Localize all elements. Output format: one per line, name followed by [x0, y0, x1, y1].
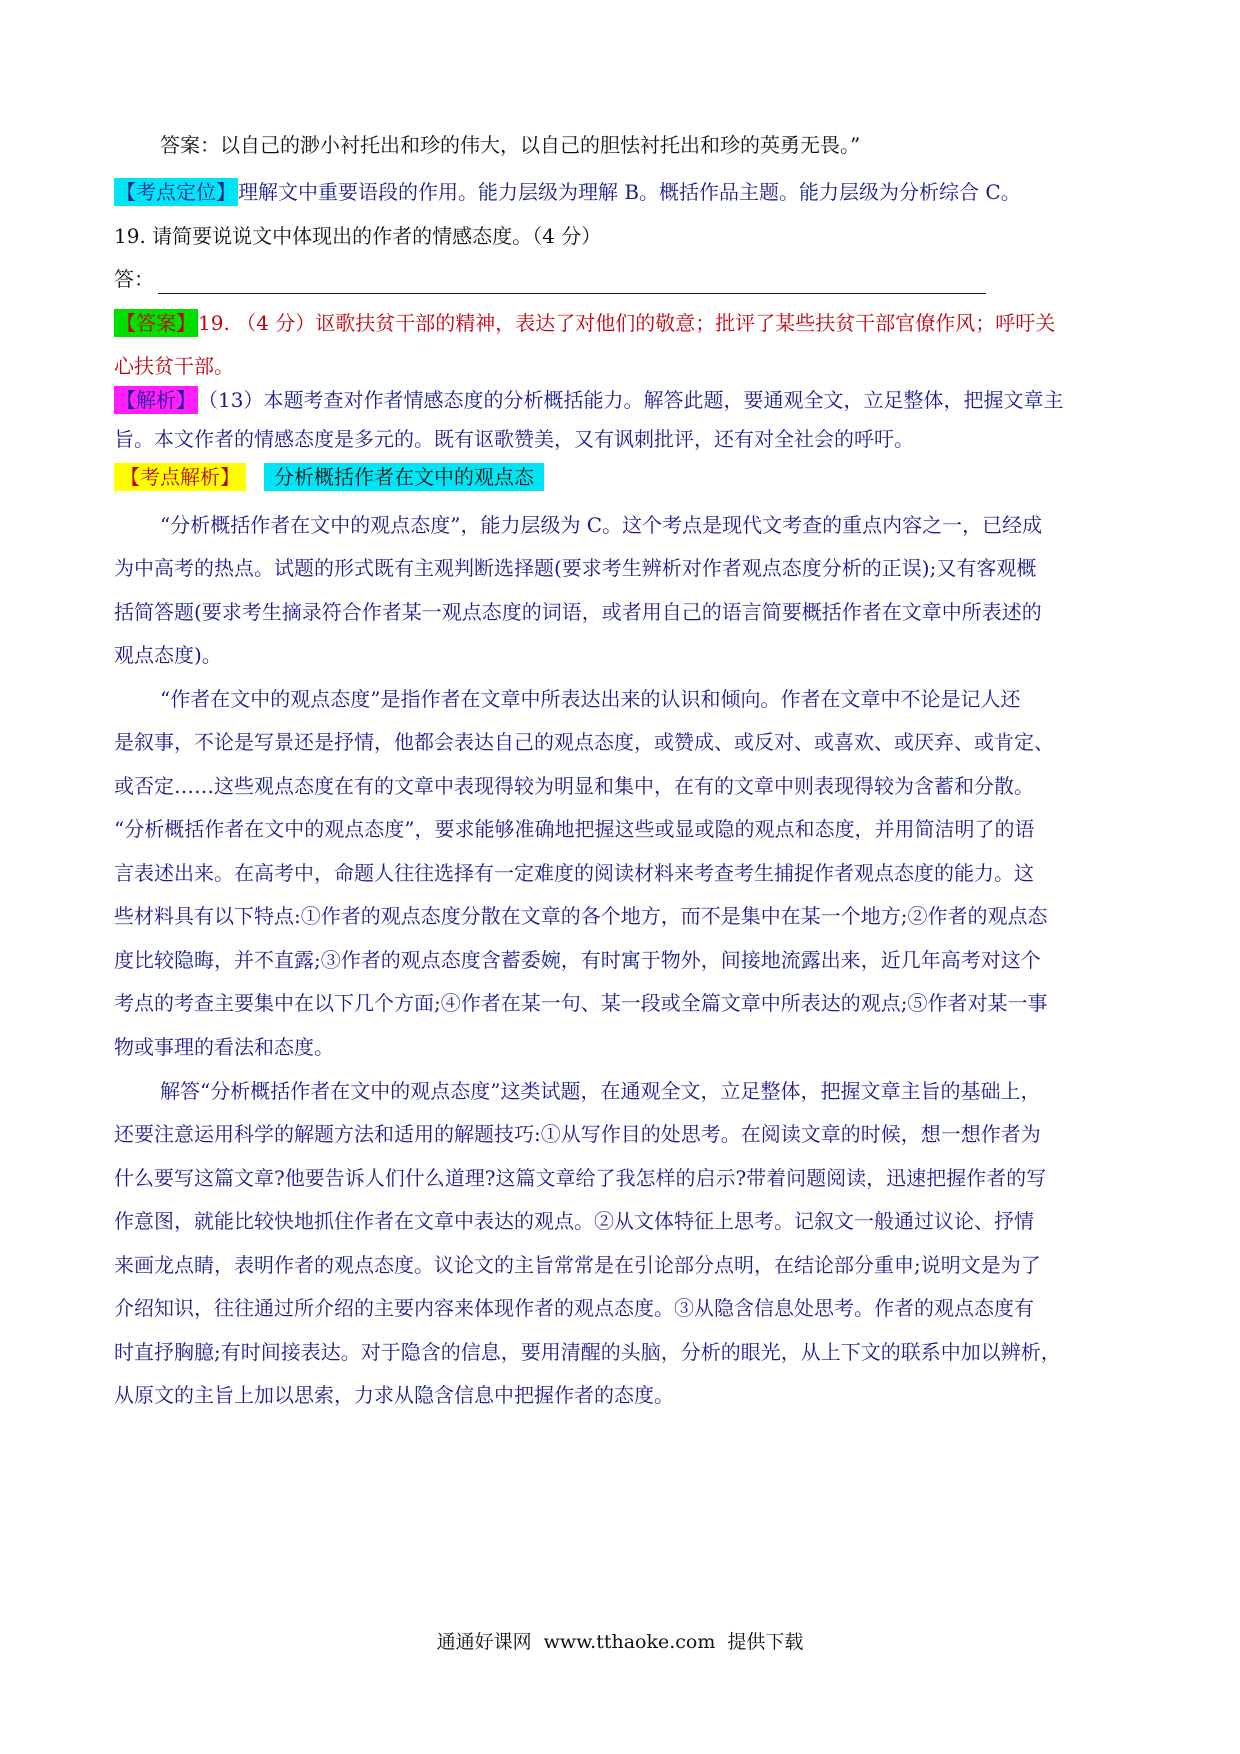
answer-blank-line	[114, 264, 1134, 294]
para3-line: 还要注意运用科学的解题方法和适用的解题技巧:①从写作目的处思考。在阅读文章的时候，想一想作者为	[114, 1122, 1041, 1146]
jiexi-line-1	[114, 385, 1134, 415]
para3-line: 来画龙点睛，表明作者的观点态度。议论文的主旨常常是在引论部分点明，在结论部分重申;说明文是为了	[114, 1253, 1041, 1277]
para2-line: 言表述出来。在高考中，命题人往往选择有一定难度的阅读材料来考查考生捕捉作者观点态度的能力。这	[114, 861, 1034, 885]
para3-line: 时直抒胸臆;有时间接表达。对于隐含的信息，要用清醒的头脑，分析的眼光，从上下文的联系中加以辨析，	[114, 1340, 1061, 1364]
footer-site: 通通好课网	[436, 1631, 532, 1653]
answer-label: 答：	[114, 267, 154, 291]
footer-url[interactable]: www.tthaoke.com	[543, 1631, 716, 1653]
para3-line: 解答“分析概括作者在文中的观点态度”这类试题，在通观全文，立足整体，把握文章主旨的基础上，	[160, 1079, 1041, 1103]
para2-line: 度比较隐晦，并不直露;③作者的观点态度含蓄委婉，有时寓于物外，间接地流露出来，近几年高考对这个	[114, 948, 1041, 972]
para2-line: “作者在文中的观点态度”是指作者在文章中所表达出来的认识和倾向。作者在文章中不论是记人还	[160, 687, 1021, 711]
para3-line: 从原文的主旨上加以思索，力求从隐含信息中把握作者的态度。	[114, 1383, 674, 1407]
para1-line: 为中高考的热点。试题的形式既有主观判断选择题(要求考生辨析对作者观点态度分析的正误);又有客观概	[114, 556, 1037, 580]
page-footer	[0, 1628, 1240, 1656]
jiexi-tag: 【解析】	[116, 388, 196, 412]
daan-text-1: 19. （4 分）讴歌扶贫干部的精神，表达了对他们的敬意；批评了某些扶贫干部官僚作风；呼吁关	[198, 311, 1056, 335]
answer-blank	[158, 271, 986, 294]
kaodian-jiexi-tag: 【考点解析】	[114, 463, 246, 491]
para2-line: “分析概括作者在文中的观点态度”，要求能够准确地把握这些或显或隐的观点和态度，并用简洁明了的语	[114, 817, 1035, 841]
question-19-text: 19. 请简要说说文中体现出的作者的情感态度。（4 分）	[114, 224, 602, 248]
para1-line: 括简答题(要求考生摘录符合作者某一观点态度的词语，或者用自己的语言简要概括作者在文章中所表述的	[114, 600, 1042, 624]
kaodian-dingwei-text: 理解文中重要语段的作用。能力层级为理解 B。概括作品主题。能力层级为分析综合 C。	[238, 180, 1021, 204]
para2-line: 是叙事，不论是写景还是抒情，他都会表达自己的观点态度，或赞成、或反对、或喜欢、或厌弃、或肯定、	[114, 730, 1054, 754]
kaodian-jiexi-title: 分析概括作者在文中的观点态	[264, 463, 544, 491]
para3-line: 作意图，就能比较快地抓住作者在文章中表达的观点。②从文体特征上思考。记叙文一般通过议论、抒情	[114, 1209, 1034, 1233]
para3-line: 什么要写这篇文章?他要告诉人们什么道理?这篇文章给了我怎样的启示?带着问题阅读，迅速把握作者的写	[114, 1166, 1047, 1190]
para2-line: 些材料具有以下特点:①作者的观点态度分散在文章的各个地方，而不是集中在某一个地方;②作者的观点态	[114, 904, 1048, 928]
kaodian-dingwei-tag: 【考点定位】	[116, 180, 236, 204]
jiexi-text-2: 旨。本文作者的情感态度是多元的。既有讴歌赞美，又有讽刺批评，还有对全社会的呼吁。	[114, 427, 914, 451]
kaodian-jiexi-line	[114, 462, 1134, 492]
daan-line-1	[114, 308, 1134, 338]
para3-line: 介绍知识，往往通过所介绍的主要内容来体现作者的观点态度。③从隐含信息处思考。作者的观点态度有	[114, 1296, 1034, 1320]
para2-line: 考点的考查主要集中在以下几个方面;④作者在某一句、某一段或全篇文章中所表达的观点;⑤作者对某一事	[114, 991, 1048, 1015]
kaodian-dingwei-line	[114, 177, 1134, 207]
para2-line: 物或事理的看法和态度。	[114, 1035, 334, 1059]
para1-line: “分析概括作者在文中的观点态度”，能力层级为 C。这个考点是现代文考查的重点内容之一，已经成	[160, 513, 1043, 537]
daan-text-2: 心扶贫干部。	[114, 354, 234, 378]
daan-tag: 【答案】	[116, 311, 196, 335]
para2-line: 或否定……这些观点态度在有的文章中表现得较为明显和集中，在有的文章中则表现得较为含蓄和分散。	[114, 774, 1034, 798]
jiexi-text-1: （13）本题考查对作者情感态度的分析概括能力。解答此题，要通观全文，立足整体，把握文章主	[198, 388, 1064, 412]
answer-18-text: 答案：以自己的渺小衬托出和珍的伟大，以自己的胆怯衬托出和珍的英勇无畏。”	[160, 133, 861, 157]
para1-line: 观点态度)。	[114, 643, 222, 667]
footer-note: 提供下载	[727, 1631, 804, 1653]
